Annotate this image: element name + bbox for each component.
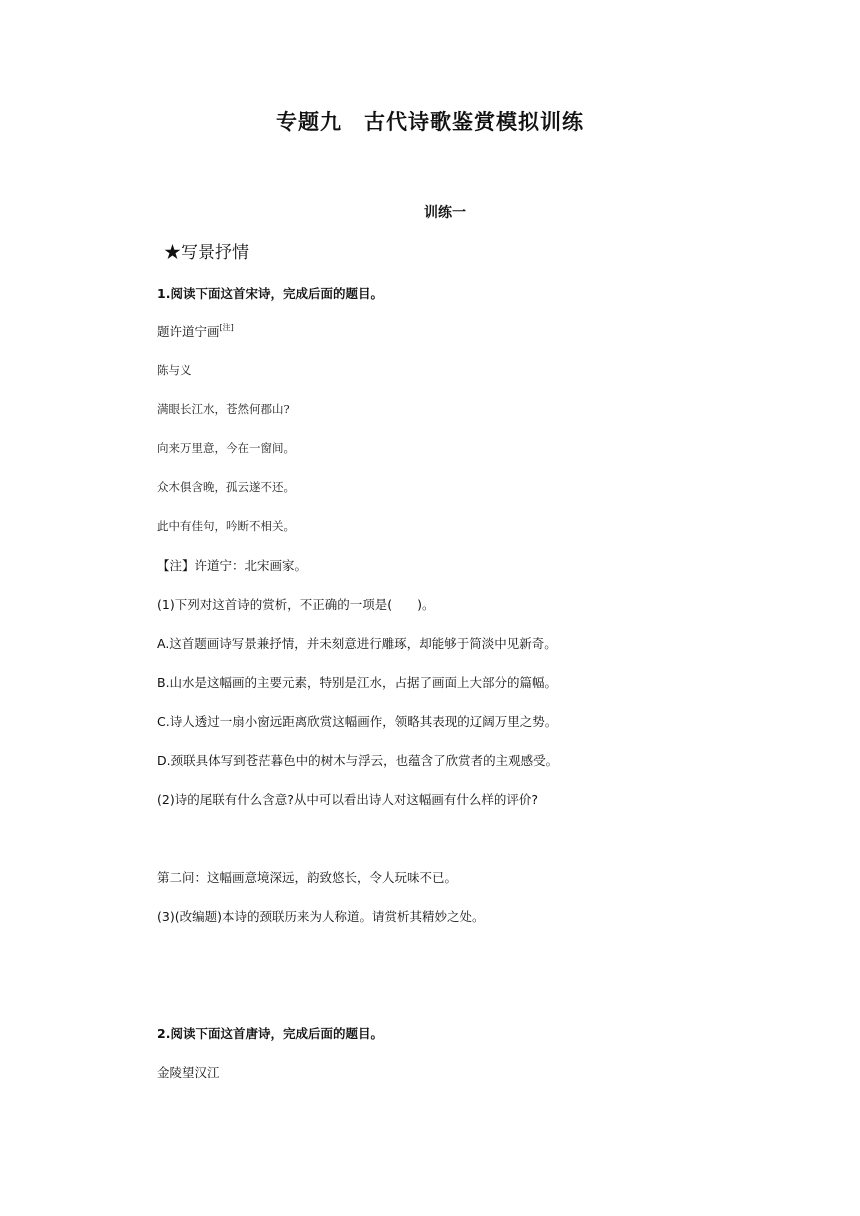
page-title: 专题九 古代诗歌鉴赏模拟训练 xyxy=(276,110,584,134)
section-heading: ★写景抒情 xyxy=(164,243,249,263)
poem-2-title: 金陵望汉江 xyxy=(157,1065,220,1080)
poem-1-line: 向来万里意，今在一窗间。 xyxy=(157,441,295,455)
poem-1-note: 【注】许道宁：北宋画家。 xyxy=(157,558,308,573)
section-subtitle: 训练一 xyxy=(424,205,466,221)
answer-2: 第二问：这幅画意境深远，韵致悠长，令人玩味不已。 xyxy=(157,870,458,885)
poem-note-mark: [注] xyxy=(219,323,234,332)
poem-1-line: 满眼长江水，苍然何郡山? xyxy=(157,402,290,416)
option-a: A.这首题画诗写景兼抒情，并未刻意进行雕琢，却能够于简淡中见新奇。 xyxy=(157,636,557,651)
question-2-heading: 2.阅读下面这首唐诗，完成后面的题目。 xyxy=(157,1026,383,1041)
poem-1-line: 众木俱含晚，孤云遂不还。 xyxy=(157,480,295,494)
sub-question-3: (3)(改编题)本诗的颈联历来为人称道。请赏析其精妙之处。 xyxy=(157,909,485,924)
option-b: B.山水是这幅画的主要元素，特别是江水，占据了画面上大部分的篇幅。 xyxy=(157,675,558,690)
poem-1-author: 陈与义 xyxy=(157,363,192,377)
poem-1-line: 此中有佳句，吟断不相关。 xyxy=(157,519,295,533)
poem-1-title: 题许道宁画 xyxy=(157,324,220,339)
poem-1-title-line xyxy=(157,322,234,340)
question-1-heading: 1.阅读下面这首宋诗，完成后面的题目。 xyxy=(157,286,383,301)
option-c: C.诗人透过一扇小窗远距离欣赏这幅画作，领略其表现的辽阔万里之势。 xyxy=(157,714,558,729)
sub-question-2: (2)诗的尾联有什么含意?从中可以看出诗人对这幅画有什么样的评价? xyxy=(157,792,538,807)
option-d: D.颈联具体写到苍茫暮色中的树木与浮云，也蕴含了欣赏者的主观感受。 xyxy=(157,753,559,768)
sub-question-1: (1)下列对这首诗的赏析，不正确的一项是( )。 xyxy=(157,597,435,612)
